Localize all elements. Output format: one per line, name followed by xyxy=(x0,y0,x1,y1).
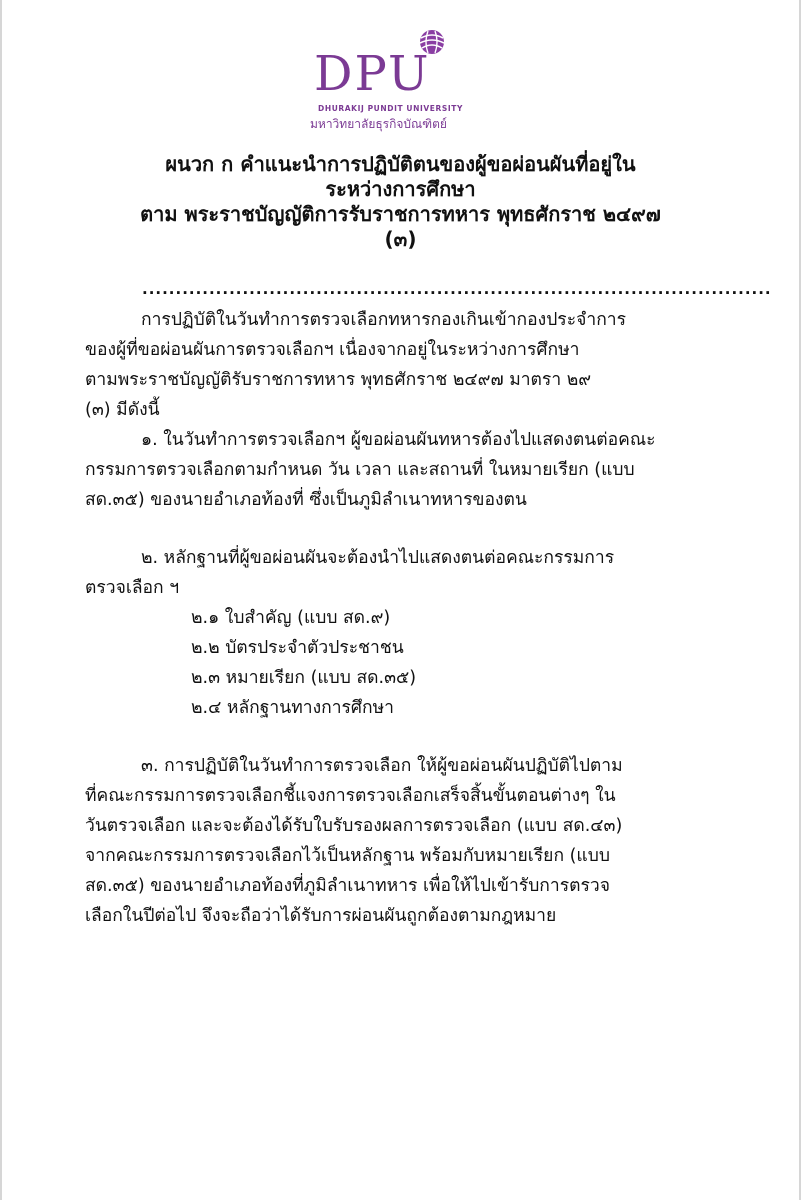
item3-line-1: ๓. การปฏิบัติในวันทำการตรวจเลือก ให้ผู้ขอผ่อนผันปฏิบัติไปตาม xyxy=(141,756,623,776)
intro-line-4: (๓) มีดังนี้ xyxy=(85,400,160,420)
logo-mark: DPU xyxy=(314,46,431,102)
title-line-2: ระหว่างการศึกษา xyxy=(325,177,476,201)
document-body xyxy=(85,305,775,931)
intro-line-3: ตามพระราชบัญญัติรับราชการทหาร พุทธศักราช ๒๔๙๗ มาตรา ๒๙ xyxy=(85,370,592,390)
item2-line-1: ๒. หลักฐานที่ผู้ขอผ่อนผันจะต้องนำไปแสดงตนต่อคณะกรรมการ xyxy=(141,548,615,568)
intro-line-2: ของผู้ที่ขอผ่อนผันการตรวจเลือกฯ เนื่องจากอยู่ในระหว่างการศึกษา xyxy=(85,340,580,360)
intro-line-1: การปฏิบัติในวันทำการตรวจเลือกทหารกองเกินเข้ากองประจำการ xyxy=(141,310,627,330)
subitem-1: ๒.๑ ใบสำคัญ (แบบ สด.๙) xyxy=(191,608,391,628)
item2-line-2: ตรวจเลือก ฯ xyxy=(85,578,180,598)
item3-line-5: สด.๓๕) ของนายอำเภอท้องที่ภูมิลำเนาทหาร เพื่อให้ไปเข้ารับการตรวจ xyxy=(85,876,610,896)
item1-line-3: สด.๓๕) ของนายอำเภอท้องที่ ซึ่งเป็นภูมิลำเนาทหารของตน xyxy=(85,490,527,510)
document-title xyxy=(40,152,761,252)
item3-line-3: วันตรวจเลือก และจะต้องได้รับใบรับรองผลการตรวจเลือก (แบบ สด.๔๓) xyxy=(85,816,623,836)
item1-line-2: กรรมการตรวจเลือกตามกำหนด วัน เวลา และสถานที่ ในหมายเรียก (แบบ xyxy=(85,460,635,480)
page-edge-left xyxy=(0,0,2,1200)
university-logo xyxy=(300,20,463,131)
logo-english-name: DHURAKIJ PUNDIT UNIVERSITY xyxy=(318,104,463,113)
item3-line-6: เลือกในปีต่อไป จึงจะถือว่าได้รับการผ่อนผันถูกต้องตามกฎหมาย xyxy=(85,906,557,926)
logo-thai-name: มหาวิทยาลัยธุรกิจบัณฑิตย์ xyxy=(310,117,447,131)
title-line-1: ผนวก ก คำแนะนำการปฏิบัติตนของผู้ขอผ่อนผันที่อยู่ใน xyxy=(165,152,636,176)
subitem-4: ๒.๔ หลักฐานทางการศึกษา xyxy=(191,698,395,718)
item3-line-4: จากคณะกรรมการตรวจเลือกไว้เป็นหลักฐาน พร้อมกับหมายเรียก (แบบ xyxy=(85,846,610,866)
item1-line-1: ๑. ในวันทำการตรวจเลือกฯ ผู้ขอผ่อนผันทหารต้องไปแสดงตนต่อคณะ xyxy=(141,430,656,450)
title-line-4: (๓) xyxy=(384,227,417,251)
subitem-3: ๒.๓ หมายเรียก (แบบ สด.๓๕) xyxy=(191,668,417,688)
item3-line-2: ที่คณะกรรมการตรวจเลือกชี้แจงการตรวจเลือกเสร็จสิ้นขั้นตอนต่างๆ ใน xyxy=(85,786,616,806)
title-line-3: ตาม พระราชบัญญัติการรับราชการทหาร พุทธศักราช ๒๔๙๗ xyxy=(140,202,661,226)
subitem-2: ๒.๒ บัตรประจำตัวประชาชน xyxy=(191,638,404,658)
dotted-separator: .............................................................................................. xyxy=(142,280,772,298)
